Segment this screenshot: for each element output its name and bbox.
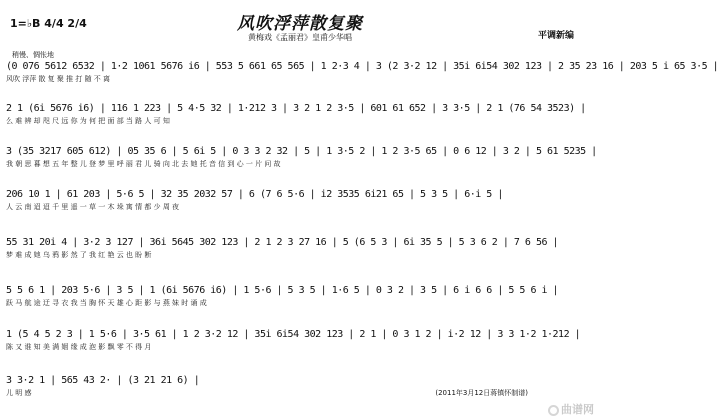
notation-line: 1 (5 4 5 2 3 | 1 5·6 | 3·5 61 | 1 2 3·2 12 | 35i 6i54 302 123 | 2 1 | 0 3 1 2 | i·2 12 | 3 3 1·2 1·212 | (6, 329, 581, 340)
notation-line: 5 5 6 1 | 203 5·6 | 3 5 | 1 (6i 5676 i6) | 1 5·6 | 5 3 5 | 1·6 5 | 0 3 2 | 3 5 | 6 i 6 6 | 5 5 6 i | (6, 285, 559, 296)
lyrics-line: 我 朝 思 暮 想 五 年 整 儿 登 梦 里 呼 丽 君 儿 骑 向 北 去 她 托 音 信 到 心 一 片 问 故 (6, 160, 281, 168)
score-line-2 (6, 102, 592, 126)
tempo-marking: 稍慢、惆怅地 (12, 51, 54, 59)
watermark-text: 曲谱网 (561, 403, 594, 416)
lyrics-line: 儿 明 感 (6, 389, 32, 397)
song-subtitle: 黄梅戏《孟丽君》皇甫少华唱 (248, 33, 352, 42)
notation-line: 206 10 1 | 61 203 | 5·6 5 | 32 35 2032 57 | 6 (7 6 5·6 | i2 3535 6i21 65 | 5 3 5 | 6·i 5 | (6, 189, 503, 200)
lyrics-line: 梦 难 成 她 乌 鸦 影 然 了 我 红 艳 云 也 盼 断 (6, 251, 152, 259)
lyrics-line: 人 云 南 迢 迢 千 里 遥 一 草 一 木 垛 寓 情 都 少 周 夜 (6, 203, 180, 211)
score-line-4 (6, 188, 592, 212)
notation-line: 55 31 20i 4 | 3·2 3 127 | 36i 5645 302 123 | 2 1 2 3 27 16 | 5 (6 5 3 | 6i 35 5 | 5 3 6 2 | 7 6 56 | (6, 237, 559, 248)
watermark-logo-icon (548, 405, 559, 416)
score-line-6 (6, 284, 592, 308)
score-line-7 (6, 328, 592, 352)
lyrics-line: 风吹 浮萍 散 复 聚 推 打 随 不 离 (6, 75, 111, 83)
score-line-5 (6, 236, 592, 260)
notation-line: 3 (35 3217 605 612) | 05 35 6 | 5 6i 5 | 0 3 3 2 32 | 5 | 1 3·5 2 | 1 2 3·5 65 | 0 6 12 | 3 2 | 5 61 5235 | (6, 146, 597, 157)
key-signature: 1=♭B 4/4 2/4 (10, 17, 87, 30)
lyrics-line: 跃 马 航 途 迂 寻 衣 我 当 胸 怀 天 雄 心 距 影 与 燕 妹 时 诵 成 (6, 299, 207, 307)
lyrics-line: 么 难 辨 却 咫 尺 远 你 为 何 把 面 部 当 路 人 可 知 (6, 117, 170, 125)
notation-line: 2 1 (6i 5676 i6) | 116 1 223 | 5 4·5 32 | 1·212 3 | 3 2 1 2 3·5 | 601 61 652 | 3 3·5 | 2 1 (76 54 3523) | (6, 103, 586, 114)
lyrics-line: 陈 又 谁 知 美 满 姻 缘 成 泡 影 飘 零 不 得 月 (6, 343, 152, 351)
song-title: 风吹浮萍散复聚 (237, 14, 363, 34)
notation-line: (0 076 5612 6532 | 1·2 1061 5676 i6 | 553 5 661 65 565 | 1 2·3 4 | 3 (2 3·2 12 | 35i 6i54 302 123 | 2 35 23 16 | 203 5 i 65 3·5 | (6, 61, 718, 72)
notation-line: 3 3·2 1 | 565 43 2· | (3 21 21 6) | (6, 375, 200, 386)
score-line-1 (6, 60, 718, 84)
score-line-3 (6, 145, 597, 169)
editor-note: 平调新编 (537, 31, 574, 41)
transcription-credit: (2011年3月12日蒋镇怀制谱) (435, 389, 528, 397)
site-watermark (548, 401, 594, 417)
